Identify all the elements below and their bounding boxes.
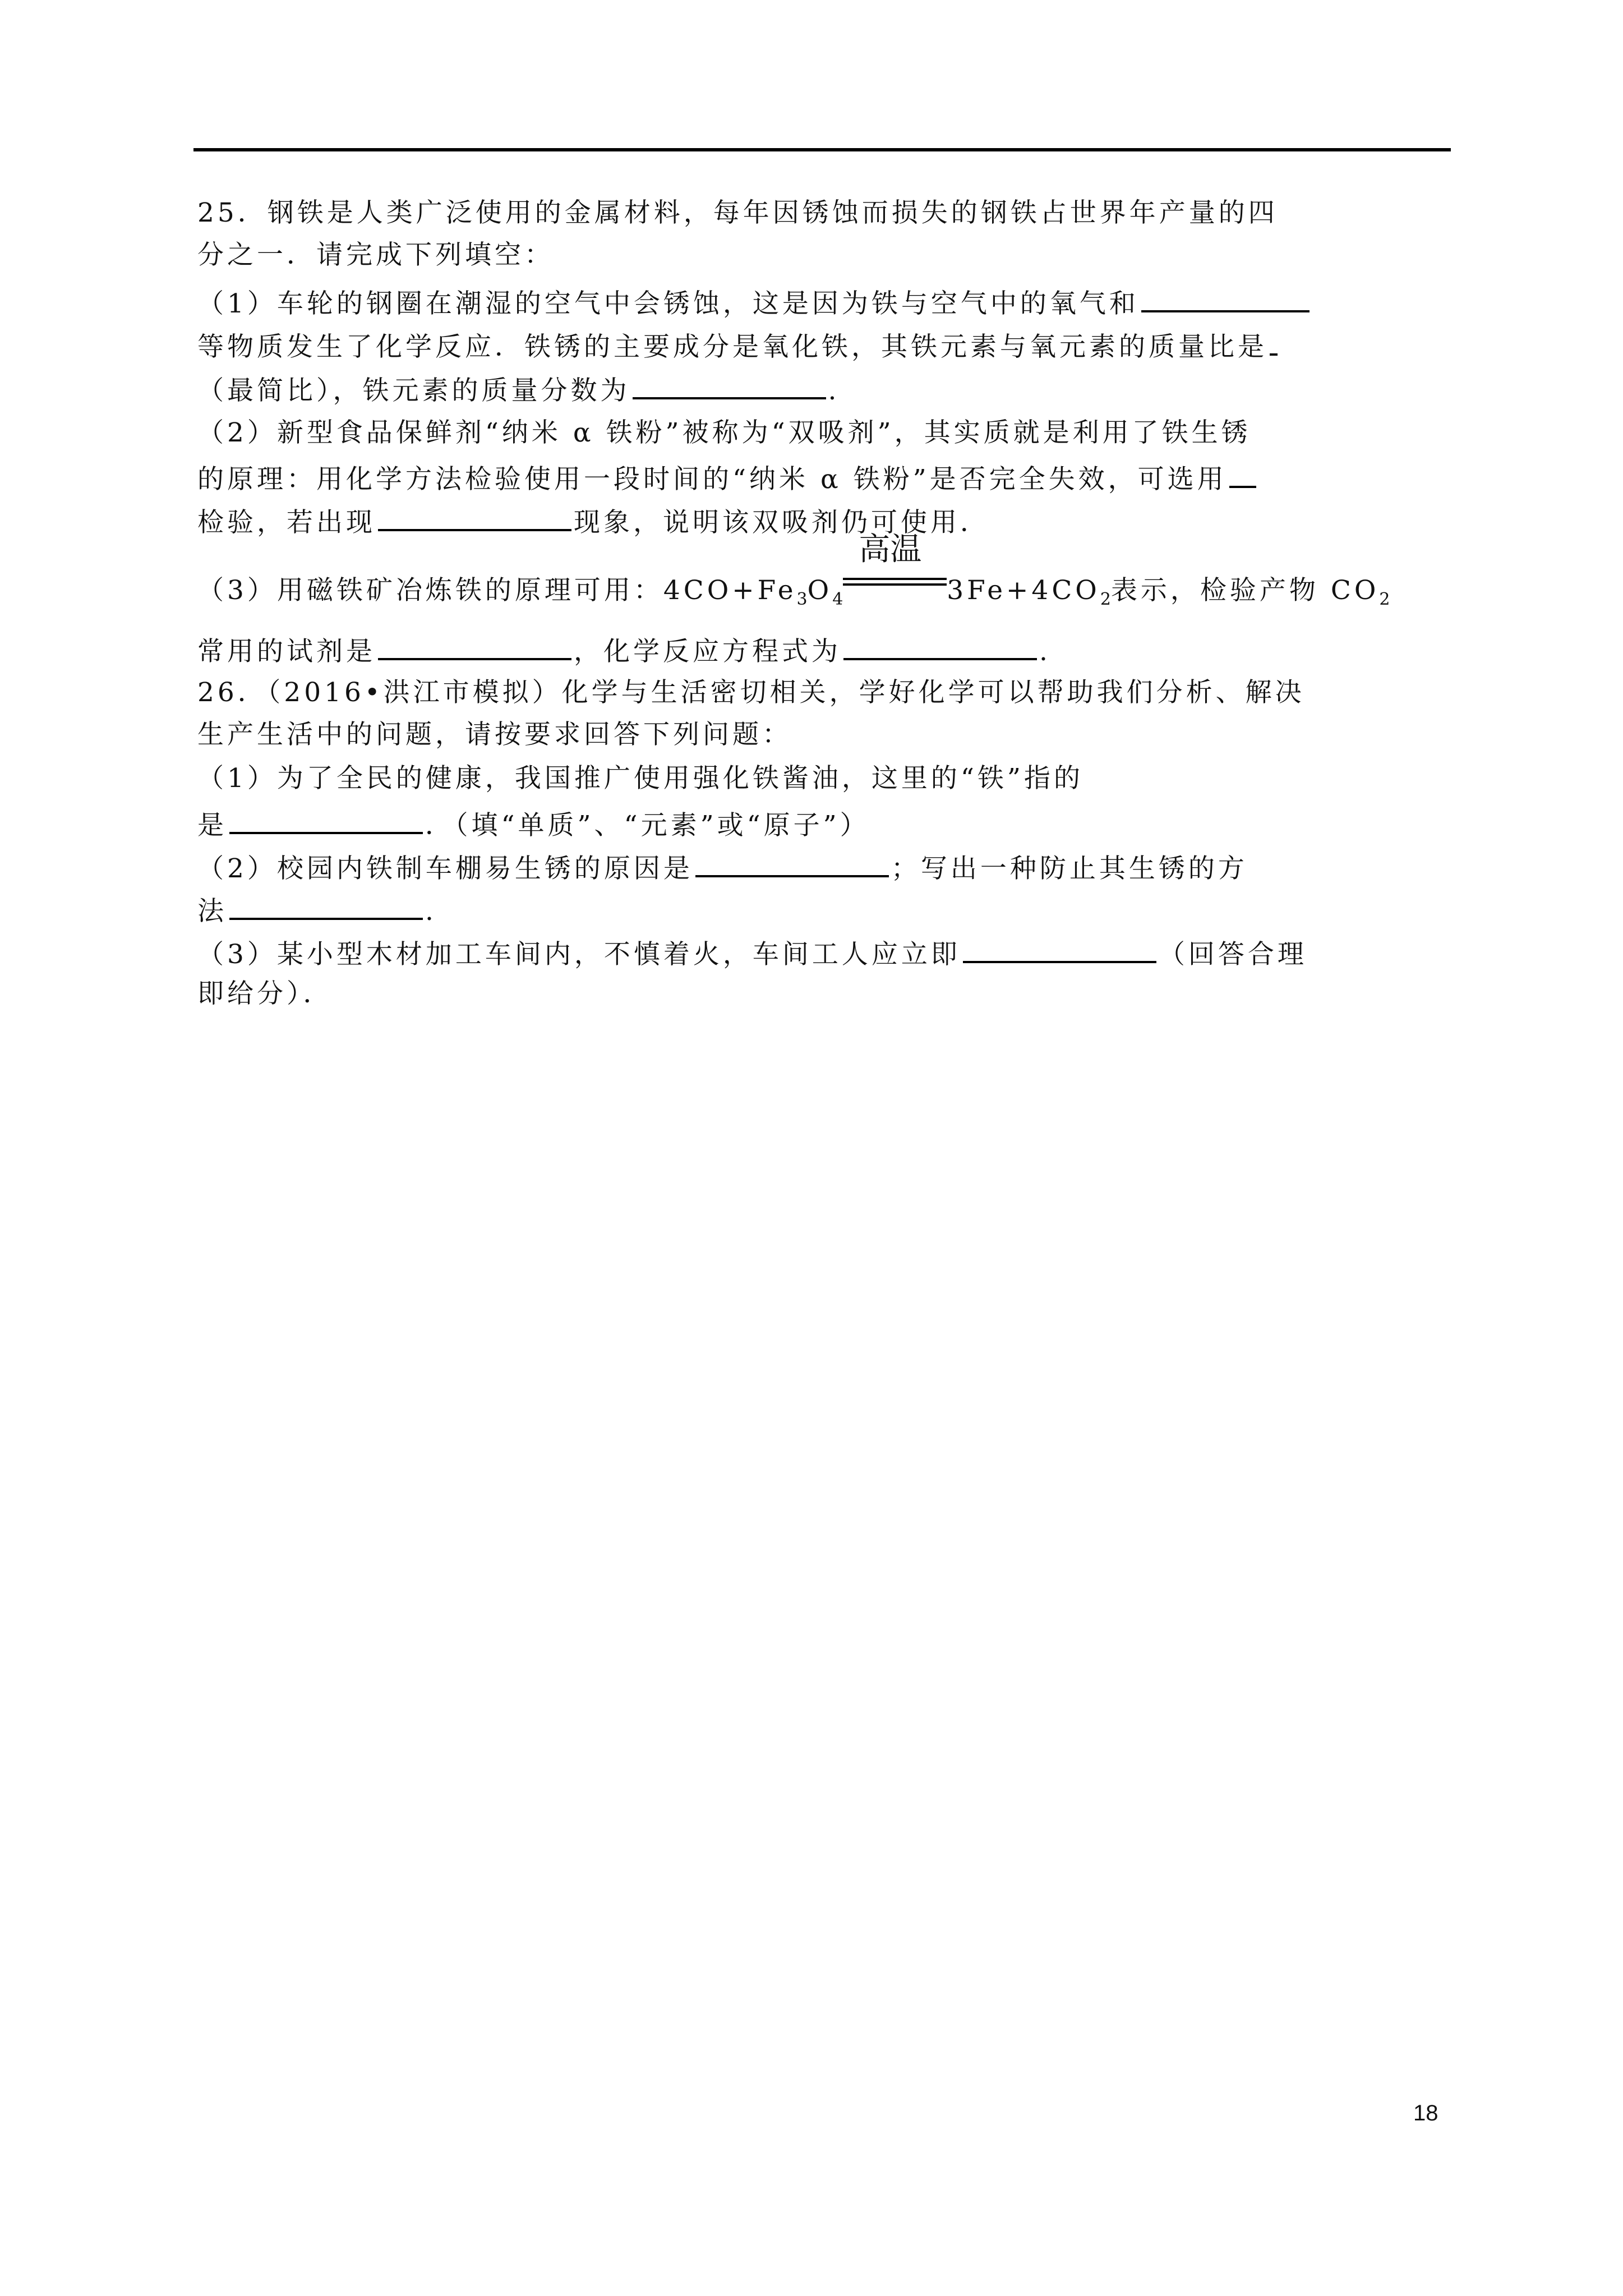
q25-part2-line1 — [197, 416, 1251, 450]
period: . — [425, 896, 437, 927]
q26-part2-text-a-post: ；写出一种防止其生锈的方 — [891, 853, 1248, 884]
q26-part3-text-b: 即给分）． — [197, 978, 333, 1009]
q26-part2-text-b-pre: 法 — [197, 896, 227, 927]
q25-intro-line2 — [197, 238, 554, 272]
q26-part1-text-a: （1）为了全民的健康，我国推广使用强化铁酱油，这里的“铁”指的 — [197, 763, 1083, 794]
answer-blank[interactable] — [843, 631, 1037, 660]
q26-intro-line2 — [197, 718, 792, 752]
answer-blank[interactable] — [378, 631, 571, 660]
q25-part1-line3 — [197, 370, 840, 404]
header-rule — [193, 148, 1451, 151]
q26-part3-line1 — [197, 934, 1307, 968]
q26-part2-text-a-pre: （2）校园内铁制车棚易生锈的原因是 — [197, 853, 693, 884]
q26-intro-text1: 26．（2016•洪江市模拟）化学与生活密切相关，学好化学可以帮助我们分析、解决 — [197, 677, 1305, 708]
page-number: 18 — [1413, 2101, 1438, 2125]
q25-part1-text-a: （1）车轮的钢圈在潮湿的空气中会锈蚀，这是因为铁与空气中的氧气和 — [197, 288, 1139, 319]
reaction-condition-label: 高温 — [859, 531, 922, 568]
q25-intro-text1: 25．钢铁是人类广泛使用的金属材料，每年因锈蚀而损失的钢铁占世界年产量的四 — [197, 197, 1278, 228]
q25-part2-text-c-pre: 检验，若出现 — [197, 507, 376, 538]
q26-part3-line2 — [197, 977, 333, 1011]
q26-part2-line1 — [197, 848, 1248, 882]
q26-part1-text-b-pre: 是 — [197, 810, 227, 841]
q26-part3-text-a-pre: （3）某小型木材加工车间内，不慎着火，车间工人应立即 — [197, 939, 961, 970]
answer-blank[interactable] — [633, 370, 826, 399]
q25-part3-text-b-pre: 常用的试剂是 — [197, 636, 376, 667]
q25-part3-text-pre: （3）用磁铁矿冶炼铁的原理可用：4CO+Fe — [197, 575, 797, 606]
period: . — [1039, 636, 1051, 667]
subscript: 3 — [796, 590, 808, 609]
q25-part2-text-b: 的原理：用化学方法检验使用一段时间的“纳米 α 铁粉”是否完全失效，可选用 — [197, 464, 1227, 495]
q26-intro-text2: 生产生活中的问题，请按要求回答下列问题： — [197, 719, 792, 750]
q25-part3-oxygen: O — [807, 575, 833, 606]
q25-part3-line1 — [197, 531, 1390, 609]
q25-part3-products: 3Fe+4CO — [947, 575, 1100, 606]
q25-intro-text2: 分之一．请完成下列填空： — [197, 240, 554, 270]
answer-blank[interactable] — [695, 848, 889, 877]
answer-blank[interactable] — [1229, 459, 1256, 488]
subscript: 2 — [1379, 590, 1390, 609]
q25-part2-line2 — [197, 459, 1258, 493]
q25-part1-text-b: 等物质发生了化学反应．铁锈的主要成分是氧化铁，其铁元素与氧元素的质量比是 — [197, 332, 1267, 362]
answer-blank[interactable] — [963, 934, 1156, 963]
answer-blank[interactable] — [1270, 326, 1278, 356]
answer-blank[interactable] — [229, 891, 423, 920]
subscript: 4 — [832, 590, 843, 609]
period: . — [828, 375, 840, 406]
q26-part1-text-b-post: ．（填“单质”、“元素”或“原子”） — [425, 810, 870, 841]
q25-part3-text-post: 表示，检验产物 CO — [1110, 575, 1380, 606]
q25-part3-text-b-mid: ，化学反应方程式为 — [574, 636, 841, 667]
answer-blank[interactable] — [378, 502, 571, 531]
q26-part3-text-a-post: （回答合理 — [1158, 939, 1307, 970]
q26-part1-line1 — [197, 762, 1083, 795]
q25-part2-line3 — [197, 502, 990, 536]
q26-part1-line2 — [197, 805, 870, 839]
answer-blank[interactable] — [229, 805, 423, 834]
subscript: 2 — [1100, 590, 1111, 609]
q25-part2-text-a: （2）新型食品保鲜剂“纳米 α 铁粉”被称为“双吸剂”，其实质就是利用了铁生锈 — [197, 417, 1251, 448]
answer-blank[interactable] — [1141, 283, 1310, 312]
reaction-condition-sign — [843, 531, 947, 599]
q25-part1-line1 — [197, 283, 1312, 317]
q26-part2-line2 — [197, 891, 437, 927]
q25-part3-line2 — [197, 631, 1051, 665]
q26-intro-line1 — [197, 676, 1305, 710]
q25-intro-line1 — [197, 196, 1278, 230]
q25-part1-line2 — [197, 326, 1280, 360]
q25-part1-text-c: （最简比），铁元素的质量分数为 — [197, 375, 630, 406]
q25-part2-text-c-post: 现象，说明该双吸剂仍可使用． — [574, 507, 990, 538]
equals-bar-top — [843, 578, 947, 580]
equals-bar-bottom — [843, 583, 947, 586]
